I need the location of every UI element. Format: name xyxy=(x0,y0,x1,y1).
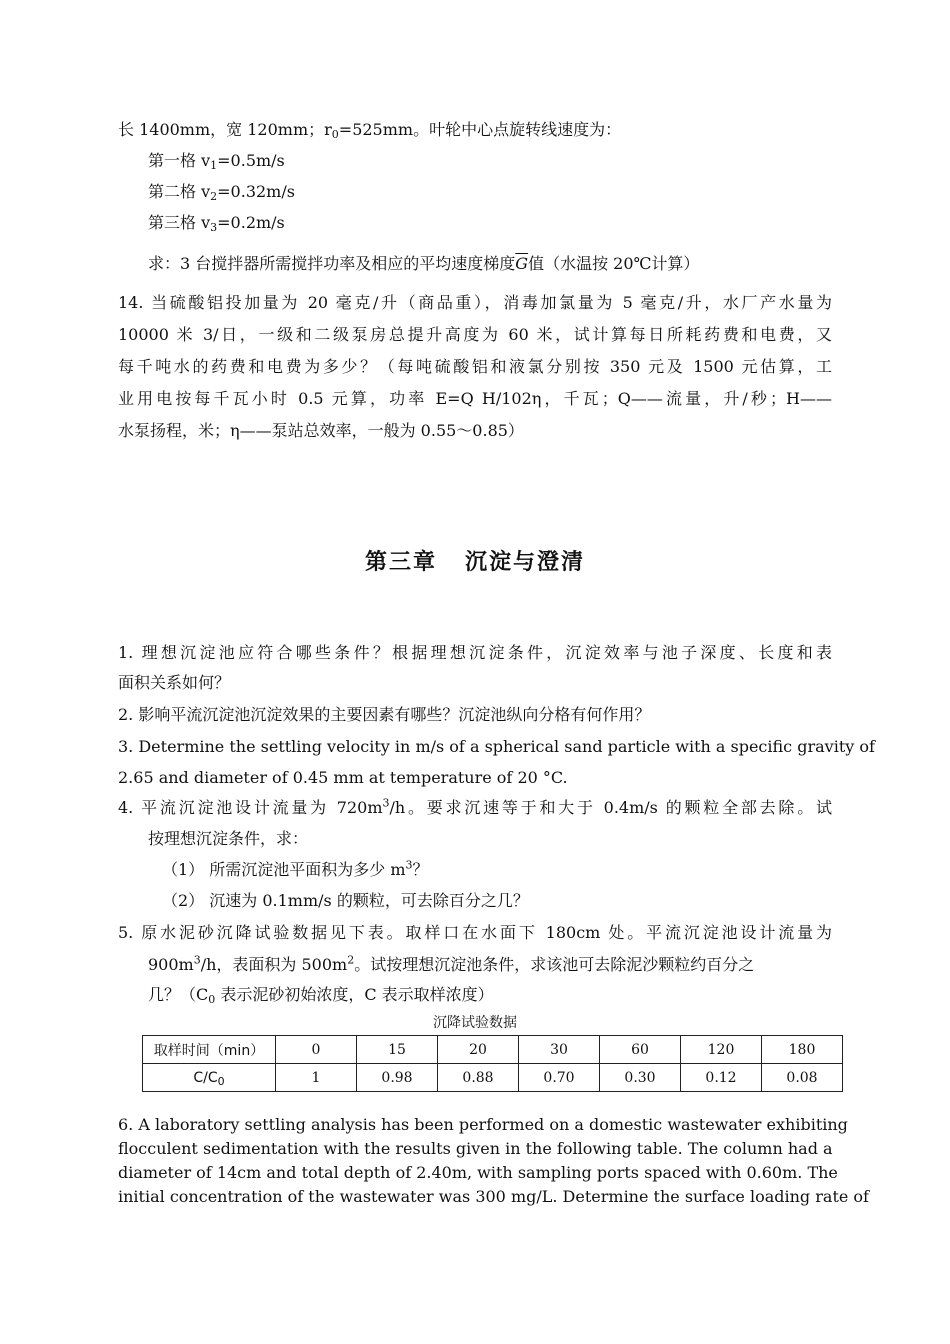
q5-line-2: $900m^3/h$，表面积为 $500m^2$。试按理想沉淀池条件，求该池可去除泥沙颗粒约百分之 xyxy=(148,953,755,974)
q14-line-4: 业用电按每千瓦小时 0.5 元算，功率 E=Q H/102η，千瓦；Q——流量，升/秒；H—— xyxy=(118,389,832,408)
table-cell: 0.30 xyxy=(600,1064,681,1092)
table-row-label: 取样时间（min） xyxy=(143,1036,276,1064)
table-cell: 1 xyxy=(276,1064,357,1092)
table-cell: 60 xyxy=(600,1036,681,1064)
q6-paragraph xyxy=(118,1113,869,1209)
table-row-label: $C/C_0$ xyxy=(143,1064,276,1092)
q3-line-2: 2.65 and diameter of 0.45 mm at temperature of 20 °C. xyxy=(118,768,568,787)
table-caption: 沉降试验数据 xyxy=(433,1015,517,1031)
table-cell: 120 xyxy=(681,1036,762,1064)
table-cell: 30 xyxy=(519,1036,600,1064)
table-cell: 0.70 xyxy=(519,1064,600,1092)
speed-row-3: 第三格 $v_3=0.2m/s$ xyxy=(148,213,285,234)
q4-line-1: 4. 平流沉淀池设计流量为 $720m^3/h$。要求沉速等于和大于 0.4m/s 的颗粒全部去除。试 xyxy=(118,796,832,817)
q3-line-1: 3. Determine the settling velocity in m/s of a spherical sand particle with a specific gravity of xyxy=(118,737,875,756)
q14-line-2: 10000 米 3/日，一级和二级泵房总提升高度为 60 米，试计算每日所耗药费和电费，又 xyxy=(118,325,832,344)
q6-line-2: flocculent sedimentation with the results given in the following table. The column had a xyxy=(118,1139,833,1158)
table-cell: 0 xyxy=(276,1036,357,1064)
table-cell: 0.98 xyxy=(357,1064,438,1092)
table-cell: 0.88 xyxy=(438,1064,519,1092)
q4-sub-2: （2） 沉速为 0.1mm/s 的颗粒，可去除百分之几？ xyxy=(162,891,529,910)
table-cell: 20 xyxy=(438,1036,519,1064)
prev-problem-dimensions: 长 1400mm，宽 120mm；$r_0=525mm$。叶轮中心点旋转线速度为： xyxy=(118,120,622,141)
settling-data-table xyxy=(142,1035,843,1092)
q14-line-1: 14. 当硫酸铝投加量为 20 毫克/升（商品重），消毒加氯量为 5 毫克/升，水厂产水量为 xyxy=(118,293,832,312)
table-row xyxy=(143,1036,843,1064)
q5-line-1: 5. 原水泥砂沉降试验数据见下表。取样口在水面下 180cm 处。平流沉淀池设计流量为 xyxy=(118,923,832,942)
speed-row-1: 第一格 $v_1=0.5m/s$ xyxy=(148,151,285,172)
table-row xyxy=(143,1064,843,1092)
chapter-heading: 第三章 沉淀与澄清 xyxy=(364,549,586,575)
q6-line-3: diameter of 14cm and total depth of 2.40m, with sampling ports spaced with 0.60m. The xyxy=(118,1163,838,1182)
table-cell: 180 xyxy=(762,1036,843,1064)
prev-problem-question: 求：3 台搅拌器所需搅拌功率及相应的平均速度梯度$\overline{G}$值（水温按 20℃计算） xyxy=(148,254,700,273)
q1-line-1: 1. 理想沉淀池应符合哪些条件？根据理想沉淀条件，沉淀效率与池子深度、长度和表 xyxy=(118,643,832,662)
q14-line-5: 水泵扬程，米；η——泵站总效率，一般为 0.55～0.85） xyxy=(118,421,524,440)
table-cell: 0.12 xyxy=(681,1064,762,1092)
table-cell: 0.08 xyxy=(762,1064,843,1092)
q1-line-2: 面积关系如何？ xyxy=(118,673,231,692)
q5-line-3: 几？（$C_0$ 表示泥砂初始浓度，C 表示取样浓度） xyxy=(148,985,494,1006)
q4-sub-1: （1） 所需沉淀池平面积为多少 $m^3$？ xyxy=(162,858,429,879)
q2-text: 2. 影响平流沉淀池沉淀效果的主要因素有哪些？沉淀池纵向分格有何作用？ xyxy=(118,705,651,724)
q14-line-3: 每千吨水的药费和电费为多少？（每吨硫酸铝和液氯分别按 350 元及 1500 元估算，工 xyxy=(118,357,832,376)
speed-row-2: 第二格 $v_2=0.32m/s$ xyxy=(148,182,295,203)
table-cell: 15 xyxy=(357,1036,438,1064)
q4-line-2: 按理想沉淀条件，求： xyxy=(148,829,309,848)
q6-line-4: initial concentration of the wastewater was 300 mg/L. Determine the surface loading rate of xyxy=(118,1187,869,1206)
q6-line-1: 6. A laboratory settling analysis has been performed on a domestic wastewater exhibiting xyxy=(118,1115,848,1134)
